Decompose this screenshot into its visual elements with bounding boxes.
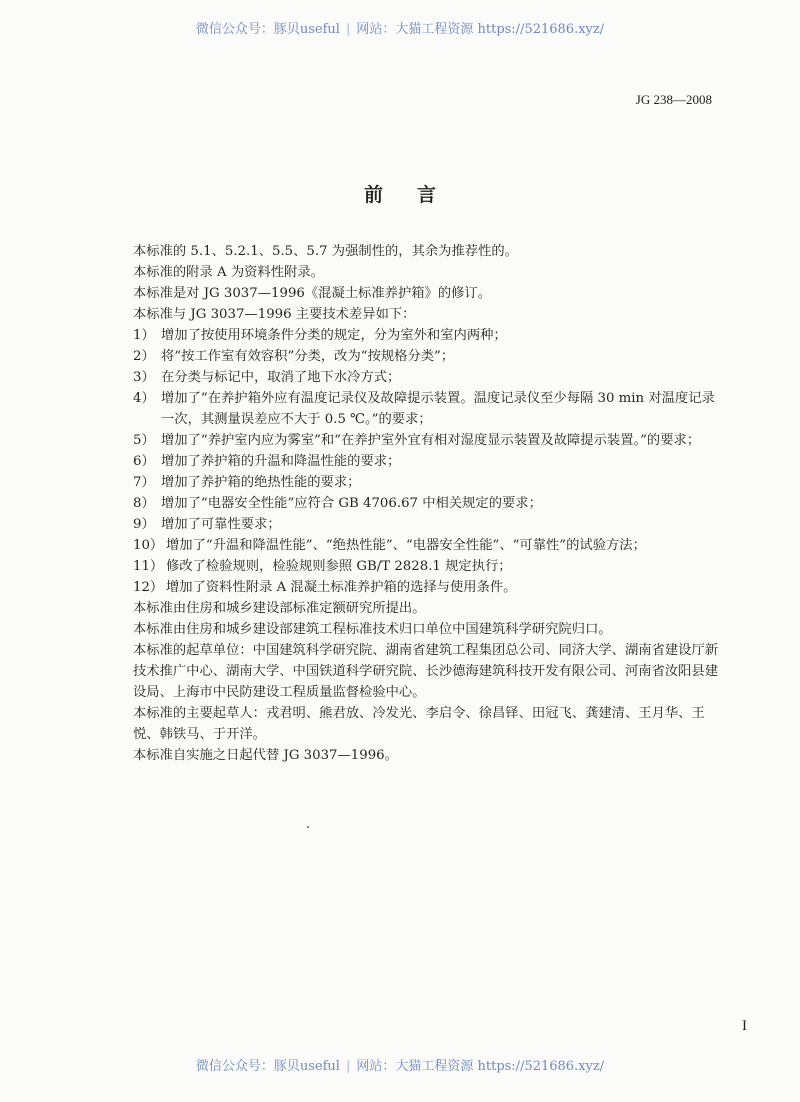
- list-item: [133, 430, 723, 451]
- list-item: [133, 577, 723, 598]
- standard-code: JG 238—2008: [635, 92, 712, 107]
- item-number: 3）: [133, 370, 155, 385]
- item-text: 增加了“在养护箱外应有温度记录仪及故障提示装置。温度记录仪至少每隔 30 min 对温度记录一次，其测量误差应不大于 0.5 ℃。”的要求；: [161, 391, 715, 427]
- watermark-top: [0, 18, 800, 37]
- list-item: [133, 472, 723, 493]
- list-item: [133, 325, 723, 346]
- item-number: 2）: [133, 349, 155, 364]
- item-number: 4）: [133, 391, 155, 406]
- item-number: 8）: [133, 496, 155, 511]
- item-text: 增加了“养护室内应为雾室”和“在养护室外宜有相对湿度显示装置及故障提示装置。”的要求；: [161, 433, 701, 448]
- page-title: 前言: [363, 184, 470, 206]
- watermark-site: 网站：大猫工程资源 https://521686.xyz/: [356, 22, 605, 37]
- scan-speck: [307, 826, 309, 828]
- list-item: [133, 514, 723, 535]
- list-item: [133, 556, 723, 577]
- item-text: 增加了可靠性要求；: [161, 517, 281, 532]
- paragraph: 本标准由住房和城乡建设部标准定额研究所提出。: [133, 601, 426, 616]
- paragraph: 本标准由住房和城乡建设部建筑工程标准技术归口单位中国建筑科学研究院归口。: [133, 622, 612, 637]
- item-text: 增加了“电器安全性能”应符合 GB 4706.67 中相关规定的要求；: [161, 496, 542, 511]
- watermark-site: 网站：大猫工程资源 https://521686.xyz/: [356, 1059, 605, 1074]
- item-number: 5）: [133, 433, 155, 448]
- paragraph: 本标准是对 JG 3037—1996《混凝土标准养护箱》的修订。: [133, 286, 492, 301]
- list-item: [133, 493, 723, 514]
- item-number: 11）: [133, 559, 164, 574]
- paragraph: 本标准与 JG 3037—1996 主要技术差异如下：: [133, 307, 416, 322]
- list-item: [133, 535, 723, 556]
- item-number: 12）: [133, 580, 164, 595]
- item-number: 7）: [133, 475, 155, 490]
- item-number: 10）: [133, 538, 164, 553]
- list-item: [133, 346, 723, 367]
- document-body: [133, 241, 723, 766]
- list-item: [133, 367, 723, 388]
- watermark-wechat: 微信公众号：豚贝useful: [195, 22, 340, 37]
- item-number: 6）: [133, 454, 155, 469]
- list-item: [133, 388, 723, 430]
- item-number: 9）: [133, 517, 155, 532]
- item-text: 在分类与标记中，取消了地下水冷方式；: [161, 370, 401, 385]
- item-text: 修改了检验规则，检验规则参照 GB/T 2828.1 规定执行；: [166, 559, 512, 574]
- paragraph: 本标准自实施之日起代替 JG 3037—1996。: [133, 748, 398, 763]
- item-text: 增加了“升温和降温性能”、“绝热性能”、“电器安全性能”、“可靠性”的试验方法；: [166, 538, 646, 553]
- item-text: 增加了养护箱的绝热性能的要求；: [161, 475, 361, 490]
- item-text: 将“按工作室有效容积”分类，改为“按规格分类”；: [161, 349, 455, 364]
- item-text: 增加了养护箱的升温和降温性能的要求；: [161, 454, 401, 469]
- list-item: [133, 451, 723, 472]
- paragraph-drafters: 本标准的主要起草人：戎君明、熊君放、冷发光、李启令、徐昌铎、田冠飞、龚建清、王月华、王悦、韩铁马、于开洋。: [133, 706, 705, 742]
- page-number: I: [742, 1018, 747, 1034]
- paragraph: 本标准的附录 A 为资料性附录。: [133, 265, 324, 280]
- watermark-bottom: [0, 1055, 800, 1074]
- watermark-separator: |: [345, 22, 351, 37]
- paragraph-drafting-units: 本标准的起草单位：中国建筑科学研究院、湖南省建筑工程集团总公司、同济大学、湖南省建设厅新技术推广中心、湖南大学、中国铁道科学研究院、长沙德海建筑科技开发有限公司、河南省汝阳县建设局、上海市中民防建设工程质量监督检验中心。: [133, 643, 719, 700]
- watermark-wechat: 微信公众号：豚贝useful: [195, 1059, 340, 1074]
- item-number: 1）: [133, 328, 155, 343]
- item-text: 增加了按使用环境条件分类的规定，分为室外和室内两种；: [161, 328, 507, 343]
- watermark-separator: |: [345, 1059, 351, 1074]
- item-text: 增加了资料性附录 A 混凝土标准养护箱的选择与使用条件。: [166, 580, 517, 595]
- paragraph: 本标准的 5.1、5.2.1、5.5、5.7 为强制性的，其余为推荐性的。: [133, 244, 518, 259]
